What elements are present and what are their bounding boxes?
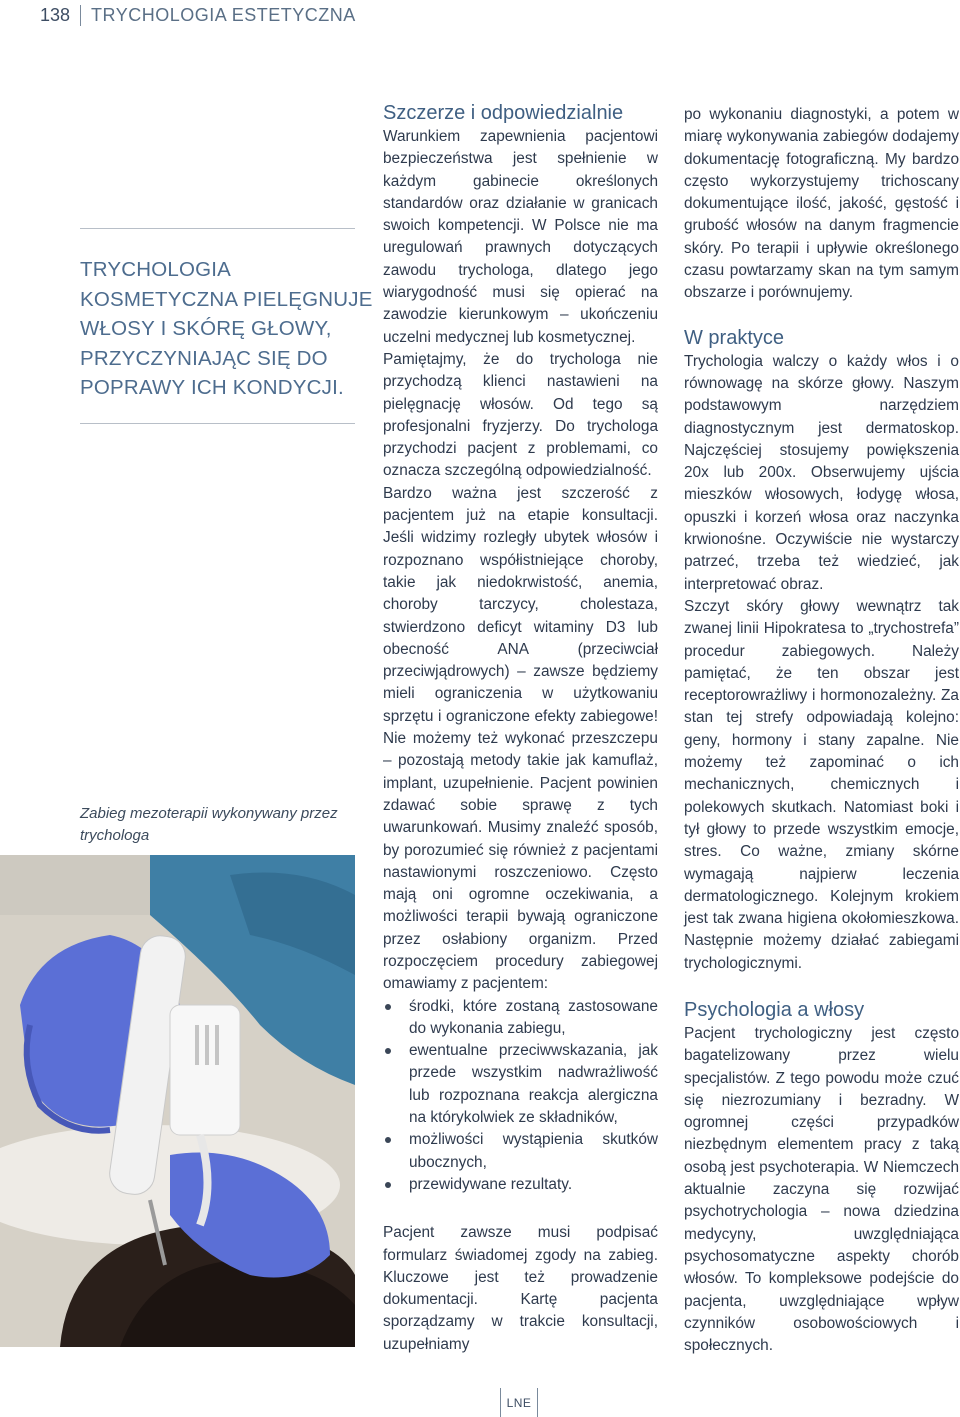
quote-bottom-rule — [80, 423, 355, 424]
photo-caption: Zabieg mezoterapii wykonywany przez trychologa — [80, 805, 338, 844]
treatment-photo — [0, 855, 355, 1347]
pull-quote-line: WŁOSY I SKÓRĘ GŁOWY, — [80, 317, 332, 340]
section-heading: Szczerze i odpowiedzialnie — [383, 102, 624, 124]
article-column-2 — [684, 104, 959, 1357]
pull-quote-line: KOSMETYCZNA PIELĘGNUJE — [80, 287, 373, 311]
list-item: ewentualne przeciwwskazania, jak przede wszystkim nadwrażliwość lub rozpoznana reakcja alergiczna na którykolwiek ze składników, — [383, 1040, 658, 1129]
paragraph: Bardzo ważna jest szczerość z pacjentem już na etapie konsultacji. Jeśli widzimy rozległy ubytek włosów i rozpoznano współistniejące choroby, takie jak niedokrwistość, anemia, choroby tarczycy, cholestaza, stwierdzono deficyt witaminy D3 lub obecność ANA (przeciwciał przeciwjądrowych) – zawsze będziemy mieli ograniczenia w użytkowaniu sprzętu i ograniczone efekty zabiegowe! Nie możemy też wykonać przeszczepu – pozostają metody takie jak kamuflaż, implant, uzupełnienie. Pacjent powinien zdawać sobie sprawę z tych uwarunkowań. Musimy znaleźć sposób, by porozumieć się również z pacjentami nastawionymi roszczeniowo. Często mają oni ogromne oczekiwania, a możliwości terapii bywają ograniczone przez osłabiony organizm. Przed rozpoczęciem procedury zabiegowej omawiamy z pacjentem: — [383, 484, 658, 993]
paragraph: Pacjent zawsze musi podpisać formularz świadomej zgody na zabieg. Kluczowe jest też prowadzenie dokumentacji. Kartę pacjenta sporządzamy w trakcie konsultacji, uzupełniamy — [383, 1224, 658, 1353]
footer-divider — [500, 1388, 501, 1417]
paragraph: Szczyt skóry głowy wewnątrz tak zwanej linii Hipokratesa to „trychostrefa” procedur zabiegowych. Należy pamiętać, że ten obszar jest receptorowrażliwy i hormonozależny. Za stan tej strefy odpowiadają kolejno: geny, hormony i stany zapalne. Nie możemy też zapominać o ich mechanicznych, chemicznych i polekowych skutkach. Natomiast boki i tył głowy to przede wszystkim emocje, stres. Co ważne, zmiany skórne wymagają najpierw leczenia dermatologicznego. Kolejnym krokiem jest tak zwana higiena okołomieszkowa. Następnie możemy działać zabiegami trychologicznymi. — [684, 597, 959, 972]
pull-quote — [80, 255, 373, 403]
footer-mark: LNE — [506, 1395, 532, 1410]
footer-divider — [537, 1388, 538, 1417]
quote-top-rule — [80, 228, 355, 229]
section-title: TRYCHOLOGIA ESTETYCZNA — [91, 4, 356, 25]
article-column-1 — [383, 100, 658, 1356]
pull-quote-line: TRYCHOLOGIA — [80, 258, 232, 281]
list-item: możliwości wystąpienia skutków ubocznych, — [383, 1129, 658, 1174]
list-item: przewidywane rezultaty. — [383, 1174, 658, 1196]
paragraph: Warunkiem zapewnienia pacjentowi bezpieczeństwa jest spełnienie w każdym gabinecie określonych standardów oraz działanie w granicach swoich kompetencji. W Polsce nie ma uregulowań prawnych dotyczących zawodu trychologa, dlatego jego wiarygodność musi się opierać na zawodzie kierunkowym – ukończeniu uczelni medycznej lub kosmetycznej. — [383, 128, 658, 346]
page-footer — [500, 1388, 538, 1417]
paragraph: Trychologia walczy o każdy włos i o równowagę na skórze głowy. Naszym podstawowym narzędziem diagnostycznym jest dermatoskop. Najczęściej stosujemy powiększenia 20x lub 200x. Obserwujemy ujścia mieszków włosowych, łodygę włosa, opuszki i korzeń włosa oraz naczynka krwionośne. Oczywiście nie wystarczy patrzeć, trzeba też wiedzieć, jak interpretować obraz. — [684, 352, 959, 593]
pull-quote-line: POPRAWY ICH KONDYCJI. — [80, 376, 344, 399]
pull-quote-line: PRZYCZYNIAJĄC SIĘ DO — [80, 346, 328, 370]
section-heading: W praktyce — [684, 326, 785, 349]
section-heading: Psychologia a włosy — [684, 998, 865, 1021]
list-item: środki, które zostaną zastosowane do wykonania zabiegu, — [383, 996, 658, 1041]
paragraph: Pacjent trychologiczny jest często bagatelizowany przez wielu specjalistów. Z tego powodu może czuć się niezrozumiany i bezradny. W ogromnej części przypadków niezbędnym elementem pracy z taką osobą jest psychoterapia. W Niemczech aktualnie zaczyna się rozwijać psychotrychologia – nowa dziedzina medycyny, uwzględniająca psychosomatyczne aspekty chorób włosów. To kompleksowe podejście do pacjenta, uwzględniające wpływ czynników osobowościowych i społecznych. — [684, 1024, 959, 1355]
page-number: 138 — [40, 5, 81, 26]
paragraph: Pamiętajmy, że do trychologa nie przychodzą klienci nastawieni na pielęgnację włosów. Od tego są profesjonalni fryzjerzy. Do trychologa przychodzi pacjent z problemami, co oznacza szczególną odpowiedzialność. — [383, 350, 658, 480]
paragraph: po wykonaniu diagnostyki, a potem w miarę wykonywania zabiegów dodajemy dokumentację fotograficzną. My bardzo często wykorzystujemy trichoscany dokumentujące ilość, jakość, gęstość i grubość włosów na danym fragmencie skóry. Po terapii i upływie określonego czasu powtarzamy skan na tym samym obszarze i porównujemy. — [684, 106, 959, 302]
page-header — [40, 4, 356, 26]
bullet-list — [383, 996, 658, 1197]
